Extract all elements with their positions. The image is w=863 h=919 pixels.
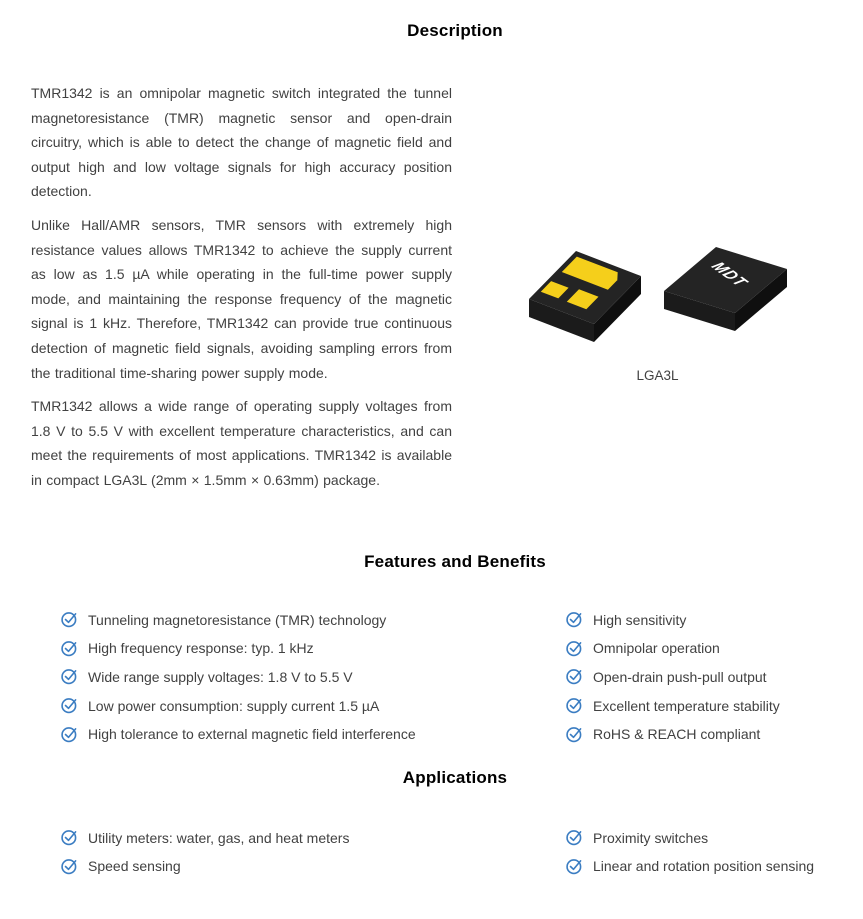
feature-item-label: High frequency response: typ. 1 kHz — [88, 640, 314, 657]
mdt-logo: MDT — [707, 259, 752, 290]
application-item — [565, 852, 863, 881]
package-label: LGA3L — [636, 368, 679, 383]
application-item-label: Linear and rotation position sensing — [593, 858, 815, 875]
package-figure — [452, 81, 863, 502]
check-circle-icon — [60, 696, 79, 715]
feature-item — [60, 691, 565, 720]
application-item — [565, 823, 863, 852]
check-circle-icon — [60, 828, 79, 847]
check-circle-icon — [565, 639, 584, 658]
features-heading: Features and Benefits — [364, 551, 546, 571]
application-item — [60, 852, 565, 881]
applications-list-right — [565, 823, 863, 880]
check-circle-icon — [565, 667, 584, 686]
feature-item — [565, 720, 863, 749]
feature-item — [60, 606, 565, 635]
application-item — [60, 823, 565, 852]
description-section — [0, 81, 863, 502]
feature-item-label: High tolerance to external magnetic field interference — [88, 726, 416, 743]
feature-item-label: Omnipolar operation — [593, 640, 720, 657]
description-paragraph: TMR1342 is an omnipolar magnetic switch integrated the tunnel magnetoresistance (TMR) magnetic sensor and open-drain circuitry, which is able to detect the change of magnetic field and output high and low voltage signals for high accuracy position detection. — [31, 85, 452, 200]
feature-item-label: RoHS & REACH compliant — [593, 726, 761, 743]
package-bottom-view-image — [521, 239, 646, 344]
check-circle-icon — [565, 696, 584, 715]
feature-item-label: Excellent temperature stability — [593, 697, 780, 714]
application-item-label: Speed sensing — [88, 858, 181, 875]
check-circle-icon — [565, 857, 584, 876]
application-item-label: Proximity switches — [593, 829, 709, 846]
feature-item-label: High sensitivity — [593, 611, 687, 628]
feature-item-label: Wide range supply voltages: 1.8 V to 5.5 V — [88, 668, 353, 685]
package-top-view-image — [659, 239, 814, 339]
description-heading: Description — [407, 21, 503, 40]
feature-item — [60, 634, 565, 663]
feature-item — [565, 606, 863, 635]
feature-item — [60, 720, 565, 749]
check-circle-icon — [60, 639, 79, 658]
applications-section — [60, 823, 863, 880]
features-list-left — [60, 606, 565, 749]
check-circle-icon — [60, 725, 79, 744]
applications-heading: Applications — [402, 768, 508, 788]
feature-item — [565, 691, 863, 720]
features-section — [60, 606, 863, 749]
check-circle-icon — [565, 610, 584, 629]
feature-item — [565, 663, 863, 692]
check-circle-icon — [565, 725, 584, 744]
check-circle-icon — [60, 857, 79, 876]
check-circle-icon — [60, 610, 79, 629]
application-item-label: Utility meters: water, gas, and heat meters — [88, 829, 350, 846]
check-circle-icon — [60, 667, 79, 686]
applications-list-left — [60, 823, 565, 880]
feature-item-label: Low power consumption: supply current 1.5 µA — [88, 697, 380, 714]
feature-item-label: Tunneling magnetoresistance (TMR) technology — [88, 611, 387, 628]
feature-item — [565, 634, 863, 663]
description-paragraph: Unlike Hall/AMR sensors, TMR sensors with extremely high resistance values allows TMR1342 to achieve the supply current as low as 1.5 µA while operating in the full-time power supply mode, and maintaining the response frequency of the magnetic signal is 1 kHz. Therefore, TMR1342 can provide true continuous detection of magnetic field signals, avoiding sampling errors from the traditional time-sharing power supply mode. — [31, 216, 452, 381]
feature-item — [60, 663, 565, 692]
package-images — [521, 239, 814, 344]
features-list-right — [565, 606, 863, 749]
feature-item-label: Open-drain push-pull output — [593, 668, 767, 685]
check-circle-icon — [565, 828, 584, 847]
description-paragraphs — [31, 81, 452, 502]
description-paragraph: TMR1342 allows a wide range of operating supply voltages from 1.8 V to 5.5 V with excellent temperature characteristics, and can meet the requirements of most applications. TMR1342 is available in compact LGA3L (2mm × 1.5mm × 0.63mm) package. — [31, 398, 452, 488]
